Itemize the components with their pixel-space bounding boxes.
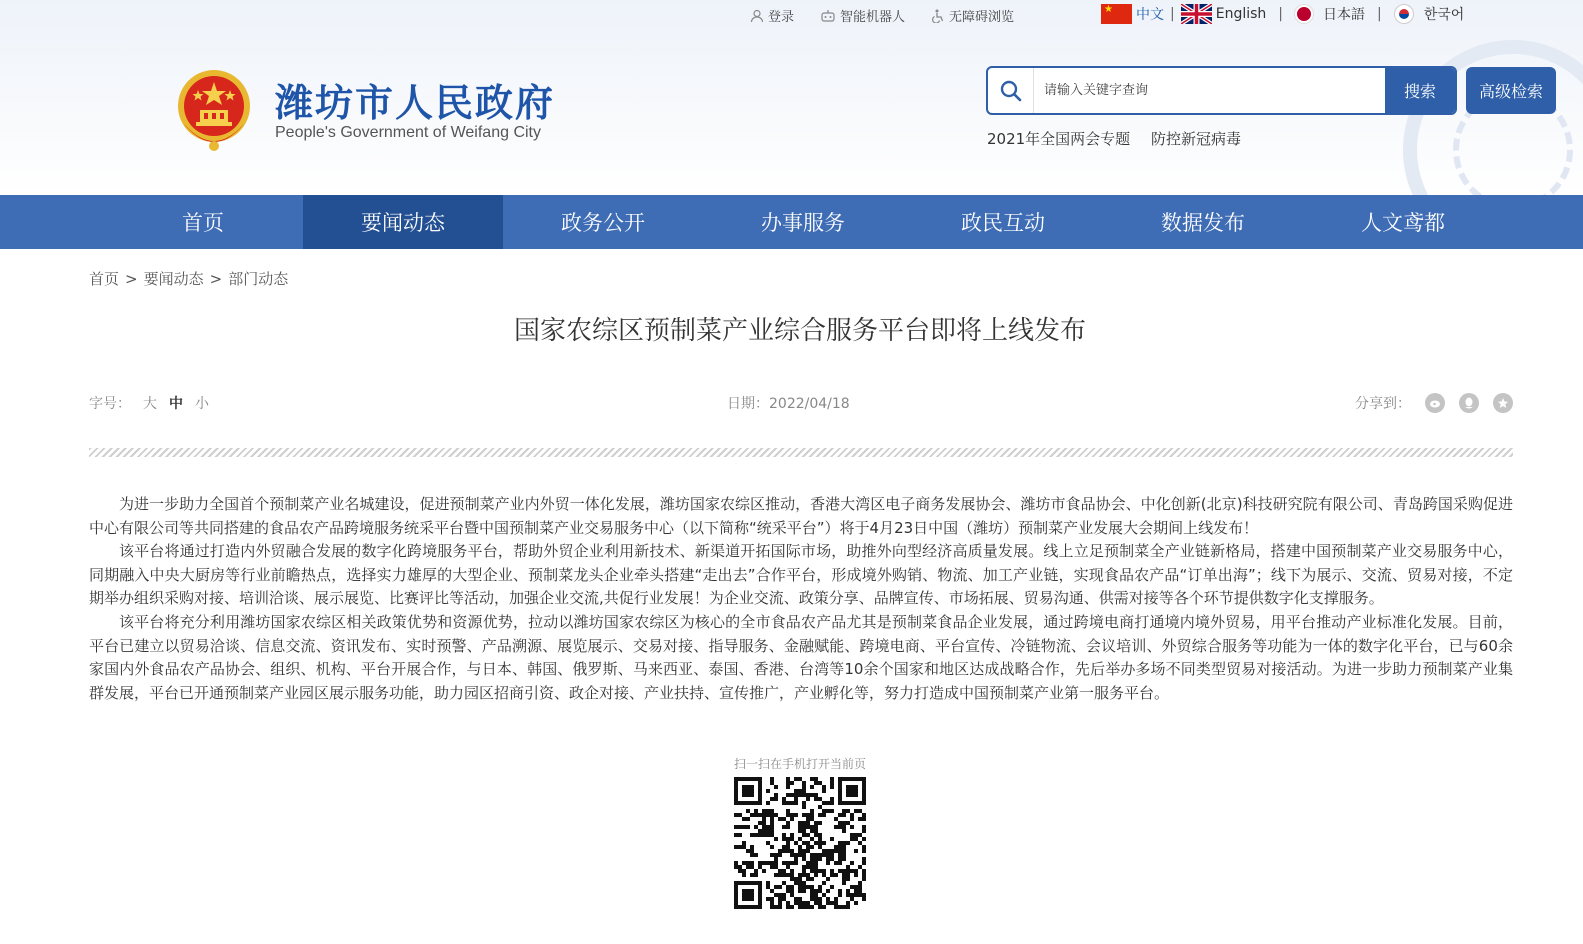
qr-code-label: 扫一扫在手机打开当前页: [733, 757, 866, 771]
site-header: [0, 0, 1583, 195]
font-size-large[interactable]: 大: [143, 396, 157, 412]
article-paragraph: 为进一步助力全国首个预制菜产业名城建设，促进预制菜产业内外贸一体化发展，潍坊国家农综区推动，香港大湾区电子商务发展协会、潍坊市食品协会、中化创新(北京)科技研究院有限公司、青岛跨国采购促进中心有限公司等共同搭建的食品农产品跨境服务统采平台暨中国预制菜产业交易服务中心（以下简称“统采平台”）将于4月23日中国（潍坊）预制菜产业发展大会期间上线发布！: [89, 495, 1513, 537]
qr-code: [734, 777, 866, 909]
robot-link[interactable]: [820, 6, 905, 25]
uk-flag-icon: [1181, 4, 1212, 24]
lang-korean-label: 한국어: [1423, 7, 1465, 23]
article-meta: [89, 393, 1513, 413]
font-size-controls: [89, 393, 221, 413]
search-icon: [1000, 80, 1022, 102]
login-link[interactable]: [750, 6, 794, 25]
favorite-share-icon[interactable]: [1493, 393, 1513, 413]
korea-flag-icon: [1394, 4, 1414, 24]
accessibility-link[interactable]: [931, 6, 1014, 25]
article-title: 国家农综区预制菜产业综合服务平台即将上线发布: [513, 316, 1086, 346]
robot-icon: [820, 9, 836, 23]
login-label: 登录: [768, 10, 795, 25]
share-label: 分享到：: [1355, 396, 1411, 412]
lang-chinese[interactable]: [1101, 4, 1164, 24]
lang-english-label: English: [1215, 6, 1267, 22]
lang-japanese[interactable]: [1295, 4, 1365, 24]
share-bar: [1355, 393, 1513, 413]
breadcrumb-link-dept[interactable]: 部门动态: [228, 270, 289, 288]
article-body: [89, 493, 1513, 705]
site-title[interactable]: 潍坊市人民政府: [275, 81, 556, 125]
hot-topics: [987, 128, 1257, 149]
nav-item-culture[interactable]: 人文鸢都: [1361, 211, 1445, 235]
japan-flag-icon: [1295, 5, 1313, 23]
site-subtitle: People's Government of Weifang City: [275, 124, 541, 141]
breadcrumb-link-home[interactable]: 首页: [89, 270, 120, 288]
lang-korean[interactable]: [1394, 4, 1465, 24]
lang-chinese-label: 中文: [1136, 7, 1164, 23]
weibo-share-icon[interactable]: [1425, 393, 1445, 413]
separator: |: [1278, 6, 1283, 22]
article-paragraph: 该平台将充分利用潍坊国家农综区相关政策优势和资源优势，拉动以潍坊国家农综区为核心的全市食品农产品尤其是预制菜食品企业发展，通过跨境电商打通境内境外贸易，用平台推动产业标准化发展。目前，平台已建立以贸易洽谈、信息交流、资讯发布、实时预警、产品溯源、展览展示、交易对接、指导服务、金融赋能、跨境电商、平台宣传、冷链物流、会议培训、外贸综合服务等功能为一体的数字化平台，已与60余家国内外食品农产品协会、组织、机构、平台开展合作，与日本、韩国、俄罗斯、马来西亚、泰国、香港、台湾等10余个国家和地区达成战略合作，先后举办多场不同类型贸易对接活动。为进一步助力预制菜产业集群发展，平台已开通预制菜产业园区展示服务功能，助力园区招商引资、政企对接、产业扶持、宣传推广，产业孵化等，努力打造成中国预制菜产业第一服务平台。: [89, 612, 1513, 702]
search-box: [986, 66, 1457, 115]
font-size-medium[interactable]: 中: [169, 396, 183, 412]
hot-topic-link[interactable]: 2021年全国两会专题: [987, 130, 1131, 148]
advanced-search-button[interactable]: 高级检索: [1466, 67, 1556, 114]
nav-item-home[interactable]: 首页: [182, 211, 224, 235]
lang-english[interactable]: [1181, 4, 1267, 24]
hot-topic-link[interactable]: 防控新冠病毒: [1150, 130, 1241, 148]
article-date: 日期：2022/04/18: [727, 396, 850, 412]
robot-label: 智能机器人: [840, 10, 906, 25]
breadcrumb-link-news[interactable]: 要闻动态: [143, 270, 204, 288]
article-paragraph: 该平台将通过打造内外贸融合发展的数字化跨境服务平台，帮助外贸企业利用新技术、新渠道开拓国际市场，助推外向型经济高质量发展。线上立足预制菜全产业链新格局，搭建中国预制菜产业交易服务中心，同期融入中央大厨房等行业前瞻热点，选择实力雄厚的大型企业、预制菜龙头企业牵头搭建“走出去”合作平台，形成境外购销、物流、加工产业链，实现食品农产品“订单出海”；线下为展示、交流、贸易对接，不定期举办组织采购对接、培训洽谈、展示展览、比赛评比等活动，加强企业交流,共促行业发展！为企业交流、政策分享、品牌宣传、市场拓展、贸易沟通、供需对接等各个环节提供数字化支撑服务。: [89, 542, 1513, 608]
search-icon-wrapper: [988, 68, 1034, 113]
national-emblem-logo[interactable]: [176, 64, 252, 158]
main-nav: [0, 195, 1583, 249]
font-size-label: 字号：: [89, 396, 131, 412]
nav-item-services[interactable]: 办事服务: [761, 211, 845, 235]
top-links: [750, 6, 1040, 25]
article-divider: [89, 448, 1513, 457]
breadcrumb-separator: >: [125, 269, 138, 288]
accessibility-label: 无障碍浏览: [949, 10, 1015, 25]
nav-item-news[interactable]: 要闻动态: [303, 195, 503, 249]
qq-share-icon[interactable]: [1459, 393, 1479, 413]
user-icon: [750, 9, 764, 23]
font-size-small[interactable]: 小: [195, 396, 209, 412]
language-switcher: [1101, 4, 1464, 24]
search-input[interactable]: [1034, 83, 1385, 98]
nav-item-gov-affairs[interactable]: 政务公开: [561, 211, 645, 235]
nav-item-interaction[interactable]: 政民互动: [961, 211, 1045, 235]
separator: |: [1170, 6, 1175, 22]
nav-item-data[interactable]: 数据发布: [1161, 211, 1245, 235]
breadcrumb: [89, 268, 288, 289]
breadcrumb-separator: >: [209, 269, 223, 288]
lang-japanese-label: 日本語: [1323, 7, 1365, 23]
search-button[interactable]: 搜索: [1385, 68, 1455, 113]
accessibility-icon: [931, 9, 945, 23]
china-flag-icon: [1101, 4, 1132, 24]
separator: |: [1377, 6, 1382, 22]
